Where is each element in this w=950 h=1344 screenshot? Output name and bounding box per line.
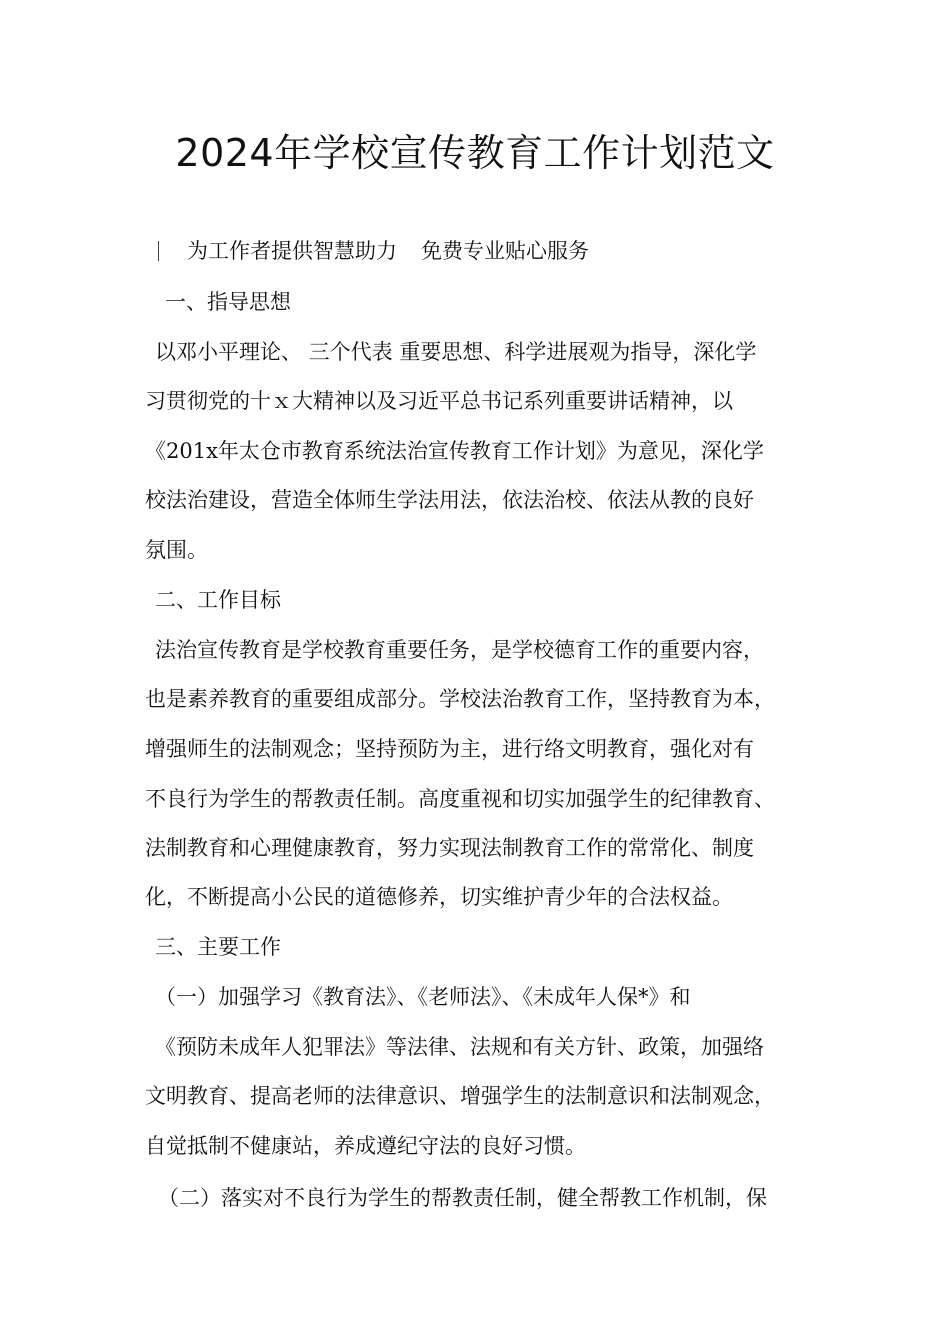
paragraph-line: 《201x年太仓市教育系统法治宣传教育工作计划》为意见，深化学 — [145, 439, 764, 463]
paragraph-line: （二）落实对不良行为学生的帮教责任制，健全帮教工作机制，保 — [158, 1186, 767, 1210]
paragraph-line: 也是素养教育的重要组成部分。学校法治教育工作，坚持教育为本， — [145, 687, 775, 711]
paragraph-line: 习贯彻党的十ｘ大精神以及习近平总书记系列重要讲话精神，以 — [145, 389, 733, 413]
paragraph-line: （一）加强学习《教育法》、《老师法》、《未成年人保*》和 — [155, 985, 691, 1009]
document-title: 2024年学校宣传教育工作计划范文 — [175, 131, 775, 175]
tagline — [158, 236, 589, 266]
tagline-left: 为工作者提供智慧助力 — [187, 239, 397, 263]
tagline-right: 免费专业贴心服务 — [421, 239, 589, 263]
paragraph-line: 自觉抵制不健康站，养成遵纪守法的良好习惯。 — [145, 1134, 586, 1158]
paragraph-line: 文明教育、提高老师的法律意识、增强学生的法制意识和法制观念， — [145, 1084, 775, 1108]
section-heading-work-goals: 二、工作目标 — [155, 588, 281, 612]
paragraph-line: 法制教育和心理健康教育，努力实现法制教育工作的常常化、制度 — [145, 836, 754, 860]
paragraph-line: 增强师生的法制观念；坚持预防为主，进行络文明教育，强化对有 — [145, 737, 754, 761]
divider-bar — [158, 241, 159, 261]
paragraph-line: 法治宣传教育是学校教育重要任务，是学校德育工作的重要内容， — [155, 638, 764, 662]
paragraph-line: 校法治建设，营造全体师生学法用法，依法治校、依法从教的良好 — [145, 488, 754, 512]
section-heading-main-work: 三、主要工作 — [155, 935, 281, 959]
paragraph-line: 氛围。 — [145, 538, 208, 562]
paragraph-line: 不良行为学生的帮教责任制。高度重视和切实加强学生的纪律教育、 — [145, 787, 775, 811]
paragraph-line: 化，不断提高小公民的道德修养，切实维护青少年的合法权益。 — [145, 885, 733, 909]
section-heading-guiding-ideology: 一、指导思想 — [165, 290, 291, 314]
paragraph-line: 《预防未成年人犯罪法》等法律、法规和有关方针、政策，加强络 — [155, 1035, 764, 1059]
paragraph-line: 以邓小平理论、 三个代表 重要思想、科学进展观为指导，深化学 — [155, 340, 757, 364]
